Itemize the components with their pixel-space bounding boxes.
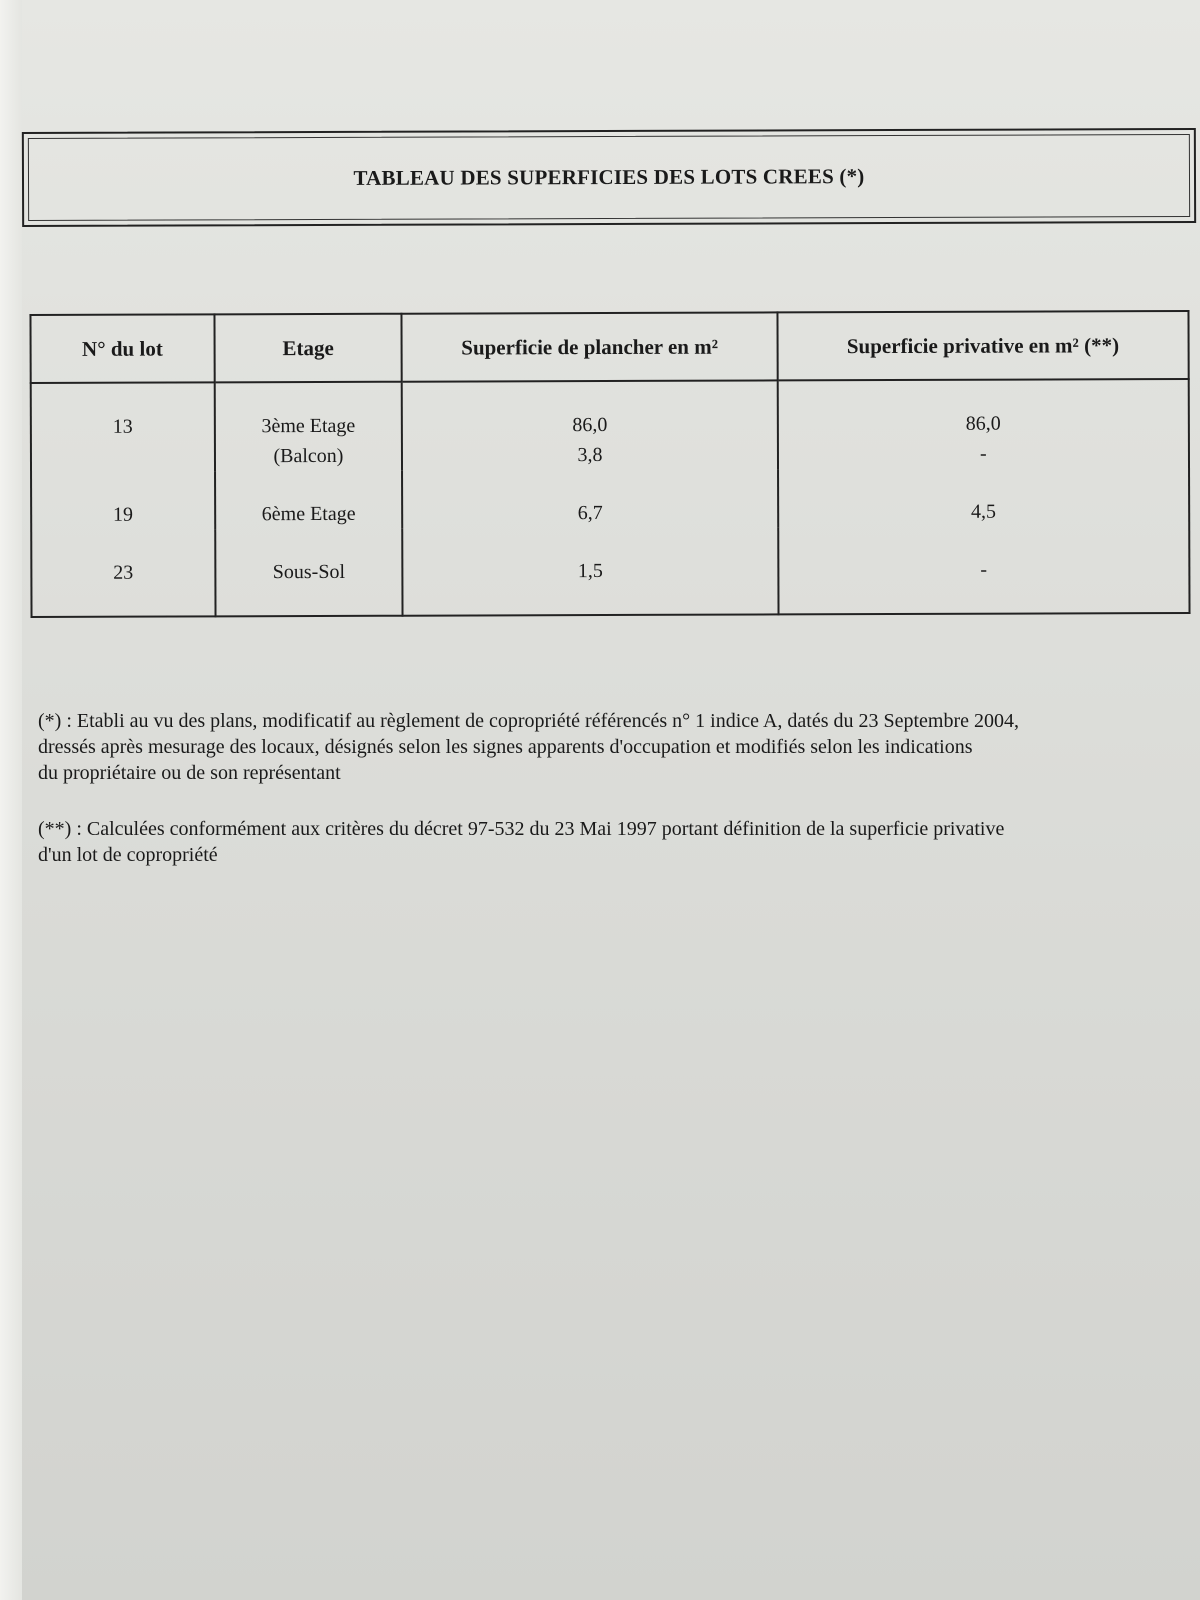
footnotes <box>38 708 1138 898</box>
etage-value: Sous-Sol <box>272 560 346 584</box>
title-box <box>22 128 1196 227</box>
cell-lot <box>31 382 215 472</box>
cell-privative <box>778 468 1189 527</box>
footnote-line: du propriétaire ou de son représentant <box>38 762 341 784</box>
footnote-line: d'un lot de copropriété <box>38 844 218 866</box>
privative-value: - <box>980 558 988 581</box>
plancher-value: 3,8 <box>577 444 603 467</box>
cell-privative <box>777 379 1189 469</box>
etage-value: 3ème Etage <box>261 414 356 438</box>
cell-etage <box>214 382 402 472</box>
title-box-inner <box>28 134 1190 221</box>
plancher-value: 6,7 <box>577 502 603 525</box>
footnote-line: (*) : Etabli au vu des plans, modificatif au règlement de copropriété référencés n° 1 indice A, datés du 23 Septembre 2004, <box>38 710 1020 732</box>
etage-value: 6ème Etage <box>261 502 356 526</box>
header-superficie-privative: Superficie privative en m² (**) <box>777 311 1189 380</box>
lots-surface-table <box>29 310 1190 618</box>
lot-number: 13 <box>112 415 133 438</box>
table-row <box>31 526 1189 617</box>
header-superficie-plancher: Superficie de plancher en m² <box>402 312 778 381</box>
lot-number: 23 <box>113 561 134 584</box>
cell-lot <box>31 471 215 530</box>
cell-etage <box>215 529 403 617</box>
table-row <box>31 379 1189 472</box>
cell-plancher <box>402 469 778 528</box>
privative-value: 4,5 <box>970 500 997 523</box>
plancher-value: 1,5 <box>577 560 603 583</box>
header-lot-number: N° du lot <box>30 314 214 383</box>
document-title: TABLEAU DES SUPERFICIES DES LOTS CREES (*) <box>353 164 865 190</box>
etage-value: (Balcon) <box>273 444 344 468</box>
cell-plancher <box>403 527 779 615</box>
cell-plancher <box>402 380 778 470</box>
footnote-line: (**) : Calculées conformément aux critères du décret 97-532 du 23 Mai 1997 portant définition de la superficie privative <box>38 818 1005 840</box>
privative-value: - <box>979 442 987 465</box>
cell-lot <box>31 529 215 617</box>
cell-privative <box>778 526 1190 614</box>
lot-number: 19 <box>112 503 134 526</box>
table-row <box>31 468 1189 530</box>
header-etage: Etage <box>214 314 402 383</box>
footnote-single-asterisk <box>38 708 1138 786</box>
table-header-row <box>30 311 1188 383</box>
privative-value: 86,0 <box>965 412 1001 435</box>
plancher-value: 86,0 <box>572 414 608 437</box>
cell-etage <box>215 471 403 530</box>
footnote-double-asterisk <box>38 816 1138 868</box>
footnote-line: dressés après mesurage des locaux, désignés selon les signes apparents d'occupation et modifiés selon les indications <box>38 736 973 758</box>
